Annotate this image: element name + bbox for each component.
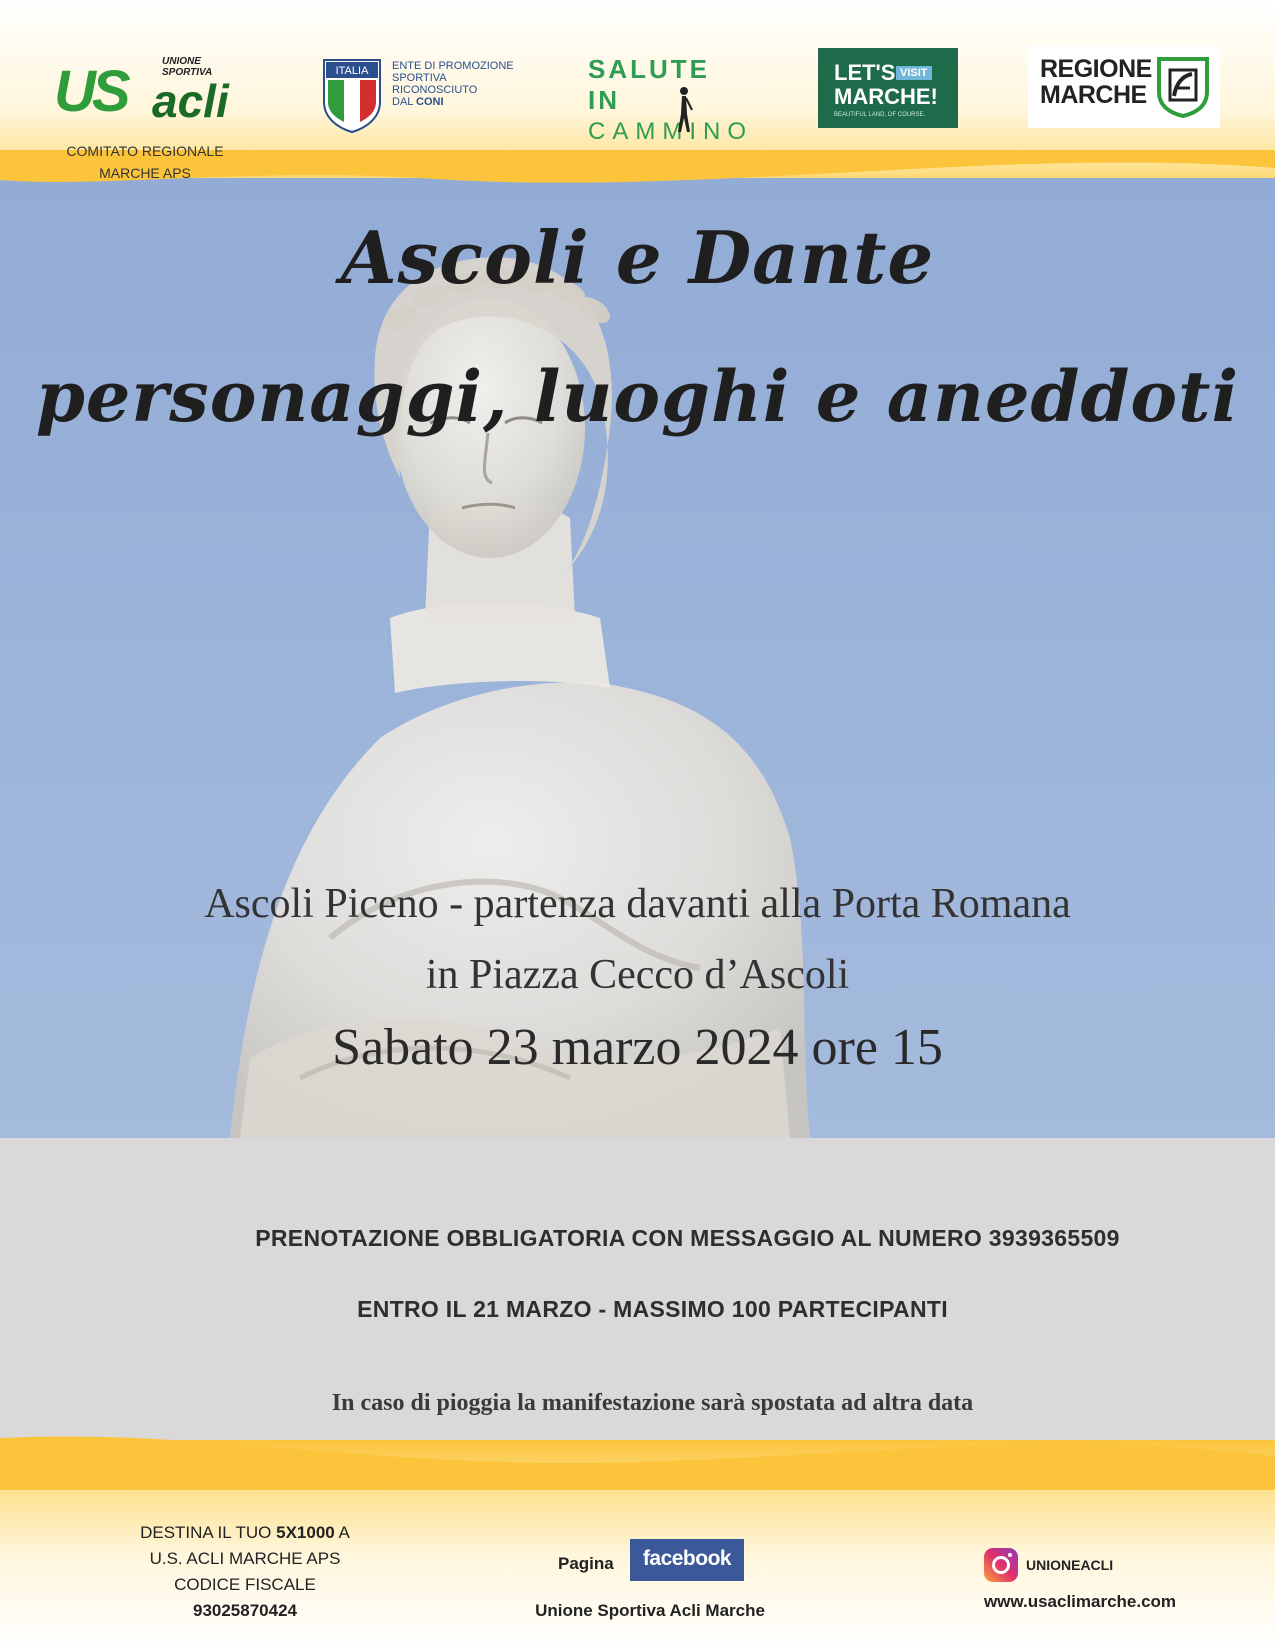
letsmarche-line-2: MARCHE!: [834, 84, 938, 109]
booking-deadline: ENTRO IL 21 MARZO - MASSIMO 100 PARTECIPANTI: [357, 1296, 948, 1322]
instagram-handle[interactable]: UNIONEACLI: [1026, 1557, 1114, 1573]
donation-block: [120, 1520, 370, 1624]
usacli-mark-us: US: [54, 59, 127, 124]
italia-line-4-bold: CONI: [416, 96, 444, 108]
italia-text: [392, 60, 532, 108]
facebook-logo-button[interactable]: [630, 1539, 744, 1581]
usacli-logo: [52, 50, 252, 127]
usacli-top-line: UNIONE SPORTIVA: [162, 56, 213, 78]
letsmarche-line-1: LET'S: [834, 60, 896, 85]
donation-suffix: A: [334, 1523, 350, 1542]
instagram-icon[interactable]: [984, 1548, 1018, 1582]
fiscal-code-value: 93025870424: [192, 1601, 297, 1620]
event-date: Sabato 23 marzo 2024 ore 15: [332, 1019, 943, 1076]
donation-line-2: U.S. ACLI MARCHE APS: [149, 1549, 341, 1568]
instagram-ring: [992, 1556, 1010, 1574]
italia-line-4: [392, 96, 532, 108]
regione-shield-icon: [1156, 56, 1210, 118]
donation-line-1: [120, 1520, 370, 1546]
lets-visit-marche-logo: [818, 48, 958, 128]
donation-line-3: CODICE FISCALE: [174, 1575, 316, 1594]
committee-line-1: COMITATO REGIONALE: [66, 143, 224, 159]
committee-line-2: MARCHE APS: [99, 165, 191, 181]
italia-line-1: ENTE DI PROMOZIONE: [392, 60, 514, 72]
facebook-block[interactable]: [500, 1537, 800, 1647]
social-block: [960, 1548, 1200, 1628]
fiscal-code: [120, 1598, 370, 1624]
italia-line-4-prefix: DAL: [392, 96, 417, 108]
italia-shield-icon: [322, 58, 382, 134]
donation-5x1000: 5X1000: [276, 1523, 335, 1542]
salute-in-cammino-logo: [588, 54, 753, 146]
regione-line-2: MARCHE: [1040, 81, 1147, 109]
pagina-label: Pagina: [558, 1554, 614, 1573]
regione-line-1: REGIONE: [1040, 55, 1152, 83]
meeting-place-line-2: in Piazza Cecco d’Ascoli: [425, 952, 850, 998]
italia-shield-label: ITALIA: [335, 65, 369, 77]
letsmarche-visit-badge: VISIT: [896, 66, 932, 80]
meeting-place-line-1: Ascoli Piceno - partenza davanti alla Porta Romana: [204, 881, 1071, 927]
salute-line-1: SALUTE IN: [588, 54, 710, 115]
rain-notice: In caso di pioggia la manifestazione sarà spostata ad altra data: [331, 1390, 974, 1416]
facebook-label: facebook: [642, 1547, 732, 1570]
donation-prefix: DESTINA IL TUO: [140, 1523, 277, 1542]
regione-text: [1040, 56, 1152, 108]
instagram-dot: [1008, 1553, 1012, 1557]
footer-wave: [0, 1430, 1275, 1490]
website-link[interactable]: www.usaclimarche.com: [983, 1592, 1177, 1611]
usacli-mark-acli: acli: [152, 75, 229, 127]
event-title-line-2: personaggi, luoghi e aneddoti: [35, 355, 1240, 438]
usacli-committee: [40, 140, 250, 184]
event-title-line-1: Ascoli e Dante: [340, 215, 935, 300]
italia-line-3: RICONOSCIUTO: [392, 84, 478, 96]
regione-marche-logo: [1028, 46, 1220, 128]
salute-line-2: CAMMINO: [588, 118, 753, 145]
italia-line-2: SPORTIVA: [392, 72, 447, 84]
facebook-page-name[interactable]: Unione Sportiva Acli Marche: [535, 1601, 765, 1620]
letsmarche-tagline: BEAUTIFUL LAND, OF COURSE.: [834, 112, 926, 118]
walker-icon: [672, 86, 694, 136]
booking-notice: PRENOTAZIONE OBBLIGATORIA CON MESSAGGIO AL NUMERO 3939365509: [255, 1225, 1120, 1251]
